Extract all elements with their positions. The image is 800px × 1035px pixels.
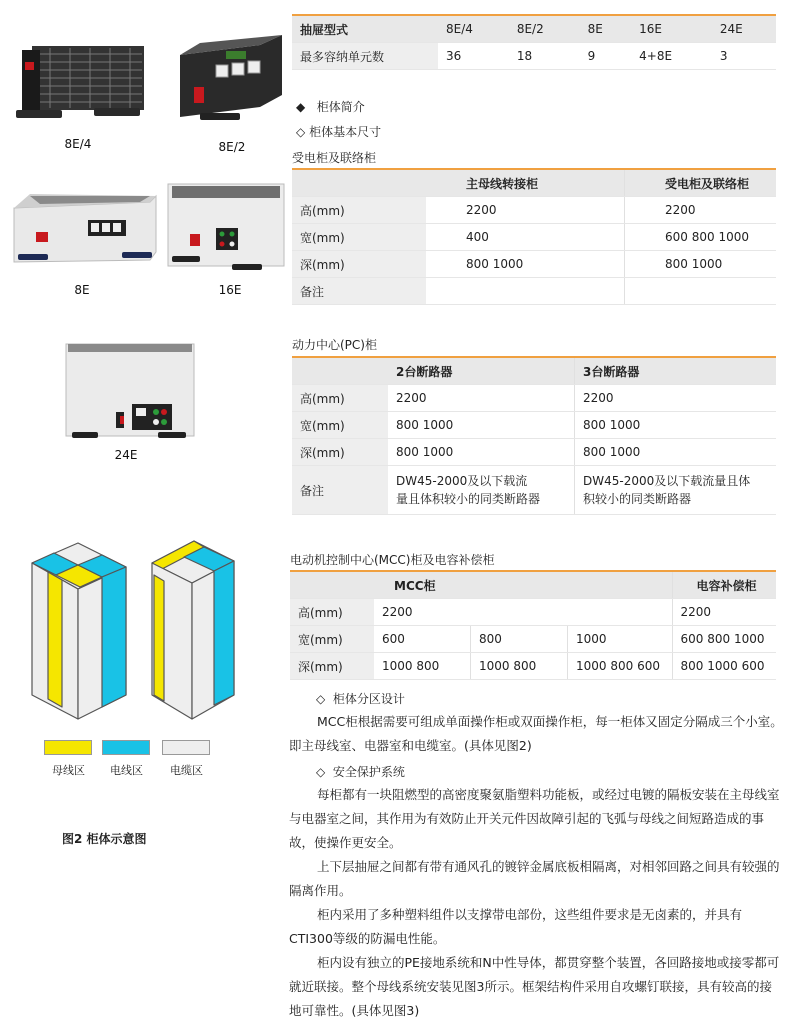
safety-heading-text: 安全保护系统	[332, 765, 405, 779]
max-units-row	[292, 43, 776, 70]
table1-title: 受电柜及联络柜	[292, 151, 377, 165]
table2-note1-line: DW45-2000及以下载流	[396, 474, 528, 488]
table3-row-label: 高(mm)	[290, 599, 374, 626]
drawer-8e4-image	[10, 40, 150, 130]
table2-note1-line: 量且体积较小的同类断路器	[396, 492, 541, 506]
legend-busbar-label: 母线区	[52, 764, 85, 777]
table1-header-col1: 主母线转接柜	[426, 169, 625, 197]
table2-title: 动力中心(PC)柜	[292, 338, 377, 352]
table1-row-label: 高(mm)	[292, 197, 426, 224]
left-cabinet-bus-front	[48, 572, 62, 707]
zone-paragraph-block	[289, 710, 784, 758]
table1-row-label: 宽(mm)	[292, 224, 426, 251]
table3-cell: 1000	[568, 626, 673, 653]
drawer-8e2-image	[170, 25, 290, 130]
table1-header-col2: 受电柜及联络柜	[625, 169, 777, 197]
drawer-16e-label: 16E	[218, 283, 242, 297]
diagram-caption: 图2 柜体示意图	[62, 832, 147, 846]
safety-heading	[316, 763, 405, 780]
table1-cell: 400	[426, 224, 625, 251]
drawer-type-label: 抽屉型式	[292, 15, 438, 43]
drawer-type-cell: 24E	[712, 15, 776, 43]
safety-paragraph: 柜内采用了多种塑料组件以支撑带电部份，这些组件要求是无卤素的，并具有CTI300等级的防漏电性能。	[289, 907, 743, 946]
drawer-24e-image	[60, 340, 200, 445]
table2-row	[292, 412, 776, 439]
table1-cell	[426, 278, 625, 305]
table2-note1	[388, 466, 575, 515]
power-center-table	[292, 356, 776, 515]
max-units-cell: 36	[438, 43, 509, 70]
max-units-cell: 3	[712, 43, 776, 70]
table2-note2-line: 积较小的同类断路器	[583, 492, 692, 506]
table2-note-row	[292, 466, 776, 515]
drawer-8e-image	[10, 188, 160, 273]
safety-paragraph: 柜内设有独立的PE接地系统和N中性导体，都贯穿整个装置，各回路接地或接零都可就近联接。整个母线系统安装见图3所示。框架结构件采用自攻螺钉联接，具有较高的接地可靠性。(具体见图3)	[289, 955, 780, 1018]
intro-heading-text: 柜体简介	[316, 100, 365, 114]
legend-wire-label: 电线区	[110, 764, 143, 777]
table3-cell: 800 1000 600	[672, 653, 776, 680]
table2-cell: 800 1000	[575, 439, 777, 466]
intro-heading	[296, 98, 365, 115]
table3-cell: 600	[374, 626, 471, 653]
table1-row	[292, 224, 776, 251]
table2-row-label: 深(mm)	[292, 439, 388, 466]
drawer-8e4-label: 8E/4	[64, 137, 92, 151]
drawer-16e-image	[162, 178, 290, 278]
table1-row-label: 备注	[292, 278, 426, 305]
zone-paragraph: MCC柜根据需要可组成单面操作柜或双面操作柜，每一柜体又固定分隔成三个小室。即主母线室、电器室和电缆室。(具体见图2)	[289, 714, 783, 753]
safety-paragraph: 上下层抽屉之间都有带有通风孔的镀锌金属底板相隔离，对相邻回路之间具有较强的隔离作用。	[289, 859, 780, 898]
dims-heading-text: 柜体基本尺寸	[309, 125, 382, 139]
drawer-type-cell: 8E	[580, 15, 632, 43]
table2-note-label: 备注	[292, 466, 388, 515]
safety-paragraph-block	[289, 783, 784, 1023]
cabinet-diagram	[20, 535, 250, 725]
table2-note2	[575, 466, 777, 515]
max-units-label: 最多容纳单元数	[292, 43, 438, 70]
drawer-type-cell: 8E/4	[438, 15, 509, 43]
table2-header-row	[292, 357, 776, 385]
table2-cell: 2200	[575, 385, 777, 412]
table2-row	[292, 439, 776, 466]
table2-cell: 2200	[388, 385, 575, 412]
max-units-cell: 9	[580, 43, 632, 70]
table3-cell: 2200	[374, 599, 672, 626]
table1-row	[292, 251, 776, 278]
table3-cell: 800	[471, 626, 568, 653]
table3-cell: 1000 800	[471, 653, 568, 680]
legend-cable-label: 电缆区	[170, 764, 203, 777]
table3-cell: 1000 800	[374, 653, 471, 680]
drawer-type-cell: 8E/2	[509, 15, 580, 43]
table3-row-label: 宽(mm)	[290, 626, 374, 653]
max-units-cell: 18	[509, 43, 580, 70]
table3-header-empty	[290, 571, 374, 599]
safety-paragraph: 每柜都有一块阻燃型的高密度聚氨脂塑料功能板，或经过电镀的隔板安装在主母线室与电器室之间，其作用为有效防止开关元件因故障引起的飞弧与母线之间短路造成的事故，使操作更安全。	[289, 787, 780, 850]
table2-header-col2: 3台断路器	[575, 357, 777, 385]
diamond-outline-icon: ◇	[296, 125, 306, 139]
drawer-8e-label: 8E	[74, 283, 90, 297]
dims-heading	[296, 123, 381, 140]
table2-row-label: 高(mm)	[292, 385, 388, 412]
table3-row	[290, 653, 776, 680]
left-cabinet-wire-side	[102, 567, 126, 707]
table1-cell: 800 1000	[426, 251, 625, 278]
table1-row	[292, 197, 776, 224]
drawer-type-table	[292, 14, 776, 70]
max-units-cell: 4+8E	[631, 43, 712, 70]
table2-row	[292, 385, 776, 412]
table3-row	[290, 626, 776, 653]
table2-cell: 800 1000	[388, 412, 575, 439]
mcc-table	[290, 570, 776, 680]
table2-header-col1: 2台断路器	[388, 357, 575, 385]
table2-header-empty	[292, 357, 388, 385]
drawer-type-cell: 16E	[631, 15, 712, 43]
table2-cell: 800 1000	[388, 439, 575, 466]
table3-row-label: 深(mm)	[290, 653, 374, 680]
table3-title: 电动机控制中心(MCC)柜及电容补偿柜	[290, 553, 495, 567]
table2-cell: 800 1000	[575, 412, 777, 439]
drawer-24e-label: 24E	[114, 448, 138, 462]
zone-heading	[316, 690, 405, 707]
table2-row-label: 宽(mm)	[292, 412, 388, 439]
table1-cell	[625, 278, 777, 305]
table3-row	[290, 599, 776, 626]
legend-cable-swatch	[162, 740, 210, 755]
zone-heading-text: 柜体分区设计	[332, 692, 405, 706]
table1-row-label: 深(mm)	[292, 251, 426, 278]
table3-header-capacitor: 电容补偿柜	[672, 571, 776, 599]
table3-header-row	[290, 571, 776, 599]
table2-note2-line: DW45-2000及以下载流量且体	[583, 474, 751, 488]
table1-cell: 600 800 1000	[625, 224, 777, 251]
table1-row	[292, 278, 776, 305]
incoming-cabinet-table	[292, 168, 776, 305]
drawer-8e2-label: 8E/2	[218, 140, 246, 154]
table3-cell: 600 800 1000	[672, 626, 776, 653]
table3-header-mcc: MCC柜	[374, 571, 672, 599]
drawer-type-row	[292, 15, 776, 43]
legend-wire-swatch	[102, 740, 150, 755]
table1-cell: 2200	[426, 197, 625, 224]
table1-header-row	[292, 169, 776, 197]
table3-cell: 2200	[672, 599, 776, 626]
diamond-outline-icon: ◇	[316, 765, 326, 779]
diamond-outline-icon: ◇	[316, 692, 326, 706]
legend-busbar-swatch	[44, 740, 92, 755]
table1-cell: 2200	[625, 197, 777, 224]
right-cabinet-wire-side	[214, 561, 234, 705]
table1-cell: 800 1000	[625, 251, 777, 278]
table1-header-empty	[292, 169, 426, 197]
table3-cell: 1000 800 600	[568, 653, 673, 680]
right-cabinet-bus-front	[154, 575, 164, 701]
diamond-filled-icon: ◆	[296, 100, 306, 114]
